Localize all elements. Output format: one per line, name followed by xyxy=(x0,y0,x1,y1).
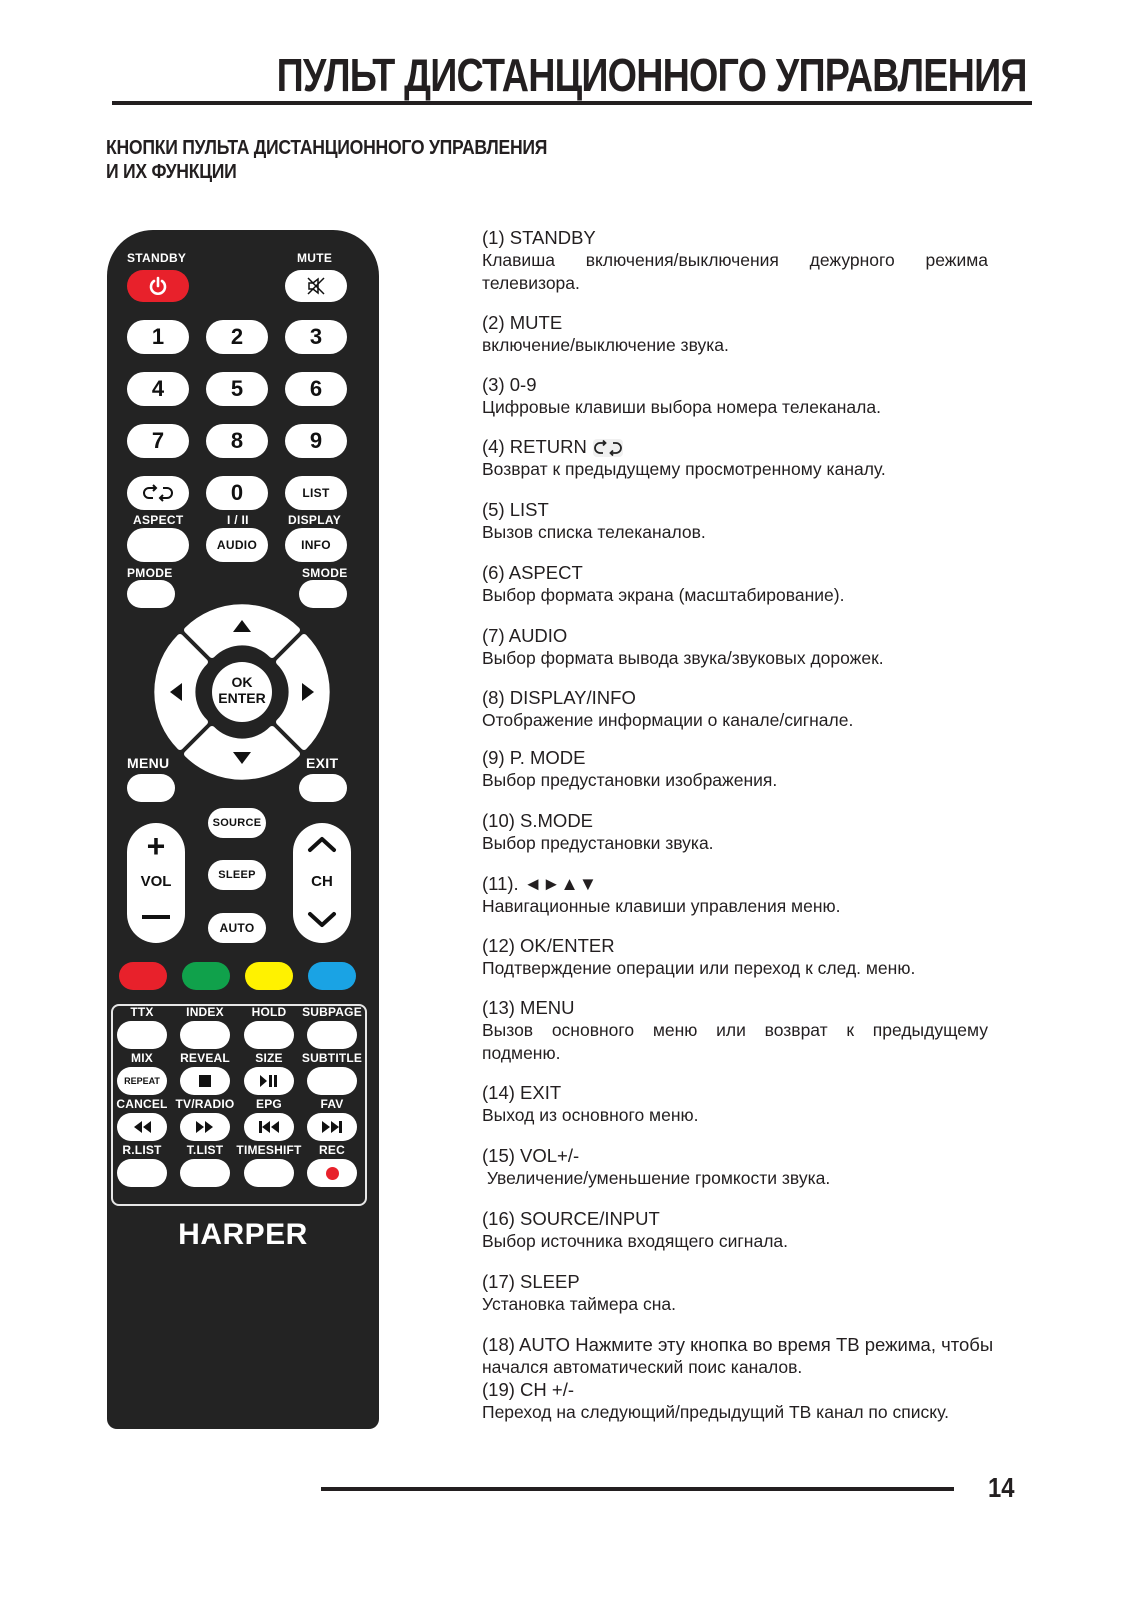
function-item xyxy=(482,561,988,607)
return-button xyxy=(127,476,189,510)
red-key xyxy=(119,962,167,990)
function-heading: (18) AUTO Нажмите эту кнопка во время ТВ режима, чтобы xyxy=(482,1334,994,1355)
function-text: Навигационные клавиши управления меню. xyxy=(482,896,841,916)
auto-button: AUTO xyxy=(208,913,266,943)
digit-9-button: 9 xyxy=(285,424,347,458)
pmode-label: PMODE xyxy=(127,566,173,580)
function-heading: (2) MUTE xyxy=(482,312,563,333)
sleep-button: SLEEP xyxy=(208,860,266,890)
section-subtitle xyxy=(106,136,634,184)
rec-button xyxy=(307,1159,357,1187)
function-text: Переход на следующий/предыдущий ТВ канал по списку. xyxy=(482,1402,949,1422)
function-heading: (7) AUDIO xyxy=(482,625,568,646)
hold-button xyxy=(244,1021,294,1049)
function-text: Выбор формата экрана (масштабирование). xyxy=(482,585,845,605)
ok-enter-button xyxy=(212,674,272,706)
function-heading: (5) LIST xyxy=(482,499,549,520)
digit-0-button: 0 xyxy=(206,476,268,510)
fav-label: FAV xyxy=(320,1097,344,1111)
function-text: Выбор предустановки изображения. xyxy=(482,770,778,790)
rlist-label: R.LIST xyxy=(122,1143,162,1157)
hold-label: HOLD xyxy=(251,1005,287,1019)
function-item xyxy=(482,498,988,544)
subpage-button xyxy=(307,1021,357,1049)
function-text: Подтверждение операции или переход к след. меню. xyxy=(482,958,916,978)
function-heading: (11). ◄►▲▼ xyxy=(482,873,598,894)
function-text: начался автоматический поис каналов. xyxy=(482,1357,803,1377)
aspect-label: ASPECT xyxy=(133,513,184,527)
channel-down-icon xyxy=(307,911,337,929)
play-pause-icon xyxy=(259,1074,279,1088)
function-item xyxy=(482,1207,988,1253)
ttx-label: TTX xyxy=(130,1005,154,1019)
function-heading: (9) P. MODE xyxy=(482,747,586,768)
function-text: Выбор формата вывода звука/звуковых дорожек. xyxy=(482,648,884,668)
fast-forward-button xyxy=(180,1113,230,1141)
rewind-button xyxy=(117,1113,167,1141)
function-heading: (1) STANDBY xyxy=(482,227,596,248)
function-item xyxy=(482,435,988,481)
function-heading: (10) S.MODE xyxy=(482,810,594,831)
function-item xyxy=(482,686,988,732)
play-pause-button xyxy=(244,1067,294,1095)
function-heading: (19) CH +/- xyxy=(482,1379,575,1400)
fast-forward-icon xyxy=(195,1120,215,1134)
digit-7-button: 7 xyxy=(127,424,189,458)
volume-down-icon xyxy=(142,915,170,919)
ttx-button xyxy=(117,1021,167,1049)
function-text: Отображение информации о канале/сигнале. xyxy=(482,710,854,730)
function-item xyxy=(482,996,988,1065)
digit-8-button: 8 xyxy=(206,424,268,458)
function-item xyxy=(482,373,988,419)
rlist-button xyxy=(117,1159,167,1187)
function-item xyxy=(482,809,988,855)
stop-icon xyxy=(198,1074,212,1088)
mute-label: MUTE xyxy=(297,251,333,265)
function-heading: (16) SOURCE/INPUT xyxy=(482,1208,660,1229)
return-icon xyxy=(593,439,623,457)
function-text: включение/выключение звука. xyxy=(482,335,729,355)
function-item xyxy=(482,311,988,357)
next-button xyxy=(307,1113,357,1141)
function-heading: (8) DISPLAY/INFO xyxy=(482,687,636,708)
audio-button: AUDIO xyxy=(206,528,268,562)
subpage-label: SUBPAGE xyxy=(302,1005,362,1019)
standby-button xyxy=(127,270,189,302)
enter-label: ENTER xyxy=(218,690,266,706)
timeshift-label: TIMESHIFT xyxy=(236,1143,302,1157)
tlist-button xyxy=(180,1159,230,1187)
reveal-label: REVEAL xyxy=(180,1051,230,1065)
function-heading: (4) RETURN xyxy=(482,436,587,457)
page-number: 14 xyxy=(988,1472,1015,1503)
ch-label: CH xyxy=(311,873,333,890)
function-text: Установка таймера сна. xyxy=(482,1294,677,1314)
display-label: DISPLAY xyxy=(288,513,342,527)
mix-label: MIX xyxy=(131,1051,153,1065)
function-item xyxy=(482,1144,988,1190)
function-item xyxy=(482,872,988,918)
function-text: Выбор предустановки звука. xyxy=(482,833,714,853)
skip-previous-icon xyxy=(258,1120,280,1134)
function-text: Увеличение/уменьшение громкости звука. xyxy=(482,1168,831,1188)
exit-button xyxy=(299,774,347,802)
function-heading: (17) SLEEP xyxy=(482,1271,580,1292)
menu-label: MENU xyxy=(127,755,170,771)
rewind-icon xyxy=(132,1120,152,1134)
standby-label: STANDBY xyxy=(127,251,187,265)
function-heading: (12) OK/ENTER xyxy=(482,935,615,956)
dual-audio-label: I / II xyxy=(227,513,249,527)
subtitle-line-2: И ИХ ФУНКЦИИ xyxy=(106,161,237,183)
blue-key xyxy=(308,962,356,990)
index-label: INDEX xyxy=(186,1005,224,1019)
function-heading: (15) VOL+/- xyxy=(482,1145,580,1166)
record-icon xyxy=(326,1167,339,1180)
digit-3-button: 3 xyxy=(285,320,347,354)
stop-button xyxy=(180,1067,230,1095)
function-text: Выход из основного меню. xyxy=(482,1105,699,1125)
menu-button xyxy=(127,774,175,802)
green-key xyxy=(182,962,230,990)
volume-rocker xyxy=(127,823,185,943)
title-rule xyxy=(112,101,1032,105)
function-text: Выбор источника входящего сигнала. xyxy=(482,1231,789,1251)
function-heading: (6) ASPECT xyxy=(482,562,583,583)
volume-up-icon: + xyxy=(146,828,166,864)
function-heading: (14) EXIT xyxy=(482,1082,562,1103)
function-text: Возврат к предыдущему просмотренному каналу. xyxy=(482,459,886,479)
mute-button xyxy=(285,270,347,302)
subtitle-label: SUBTITLE xyxy=(301,1051,363,1065)
cancel-label: CANCEL xyxy=(116,1097,168,1111)
function-item xyxy=(482,624,988,670)
function-item xyxy=(482,1081,988,1127)
digit-6-button: 6 xyxy=(285,372,347,406)
yellow-key xyxy=(245,962,293,990)
channel-up-icon xyxy=(307,835,337,853)
power-icon xyxy=(148,276,168,296)
epg-label: EPG xyxy=(256,1097,282,1111)
remote-control xyxy=(107,230,379,1429)
function-heading: (13) MENU xyxy=(482,997,575,1018)
vol-label: VOL xyxy=(140,873,172,890)
subtitle-button xyxy=(307,1067,357,1095)
smode-label: SMODE xyxy=(302,566,348,580)
function-item xyxy=(482,934,988,980)
channel-rocker xyxy=(293,823,351,943)
mute-icon xyxy=(305,275,327,297)
aspect-button xyxy=(127,528,189,562)
function-item xyxy=(482,1378,988,1424)
function-item xyxy=(482,1270,988,1316)
repeat-button: REPEAT xyxy=(117,1067,167,1095)
function-text: Вызов основного меню или возврат к предыдущему подменю. xyxy=(482,1020,988,1063)
navigation-pad xyxy=(152,602,332,782)
function-text: Клавиша включения/выключения дежурного режима телевизора. xyxy=(482,250,988,293)
footer-rule xyxy=(321,1487,954,1491)
info-button: INFO xyxy=(285,528,347,562)
rec-label: REC xyxy=(319,1143,345,1157)
function-item xyxy=(482,1333,1012,1379)
function-heading: (3) 0-9 xyxy=(482,374,537,395)
function-text: Цифровые клавиши выбора номера телеканала. xyxy=(482,397,881,417)
previous-button xyxy=(244,1113,294,1141)
tv-radio-label: TV/RADIO xyxy=(175,1097,235,1111)
timeshift-button xyxy=(244,1159,294,1187)
digit-5-button: 5 xyxy=(206,372,268,406)
tlist-label: T.LIST xyxy=(186,1143,224,1157)
exit-label: EXIT xyxy=(306,755,339,771)
ok-label: OK xyxy=(231,674,253,690)
brand-logo: HARPER xyxy=(178,1218,308,1251)
function-item xyxy=(482,746,988,792)
return-icon xyxy=(143,484,173,502)
skip-next-icon xyxy=(321,1120,343,1134)
list-button: LIST xyxy=(285,476,347,510)
function-item xyxy=(482,226,988,295)
subtitle-line-1: КНОПКИ ПУЛЬТА ДИСТАНЦИОННОГО УПРАВЛЕНИЯ xyxy=(106,137,548,159)
page-title: ПУЛЬТ ДИСТАНЦИОННОГО УПРАВЛЕНИЯ xyxy=(276,49,1027,101)
digit-1-button: 1 xyxy=(127,320,189,354)
digit-2-button: 2 xyxy=(206,320,268,354)
digit-4-button: 4 xyxy=(127,372,189,406)
source-button: SOURCE xyxy=(208,808,266,838)
index-button xyxy=(180,1021,230,1049)
function-text: Вызов списка телеканалов. xyxy=(482,522,706,542)
size-label: SIZE xyxy=(255,1051,283,1065)
function-heading-row xyxy=(482,435,988,458)
